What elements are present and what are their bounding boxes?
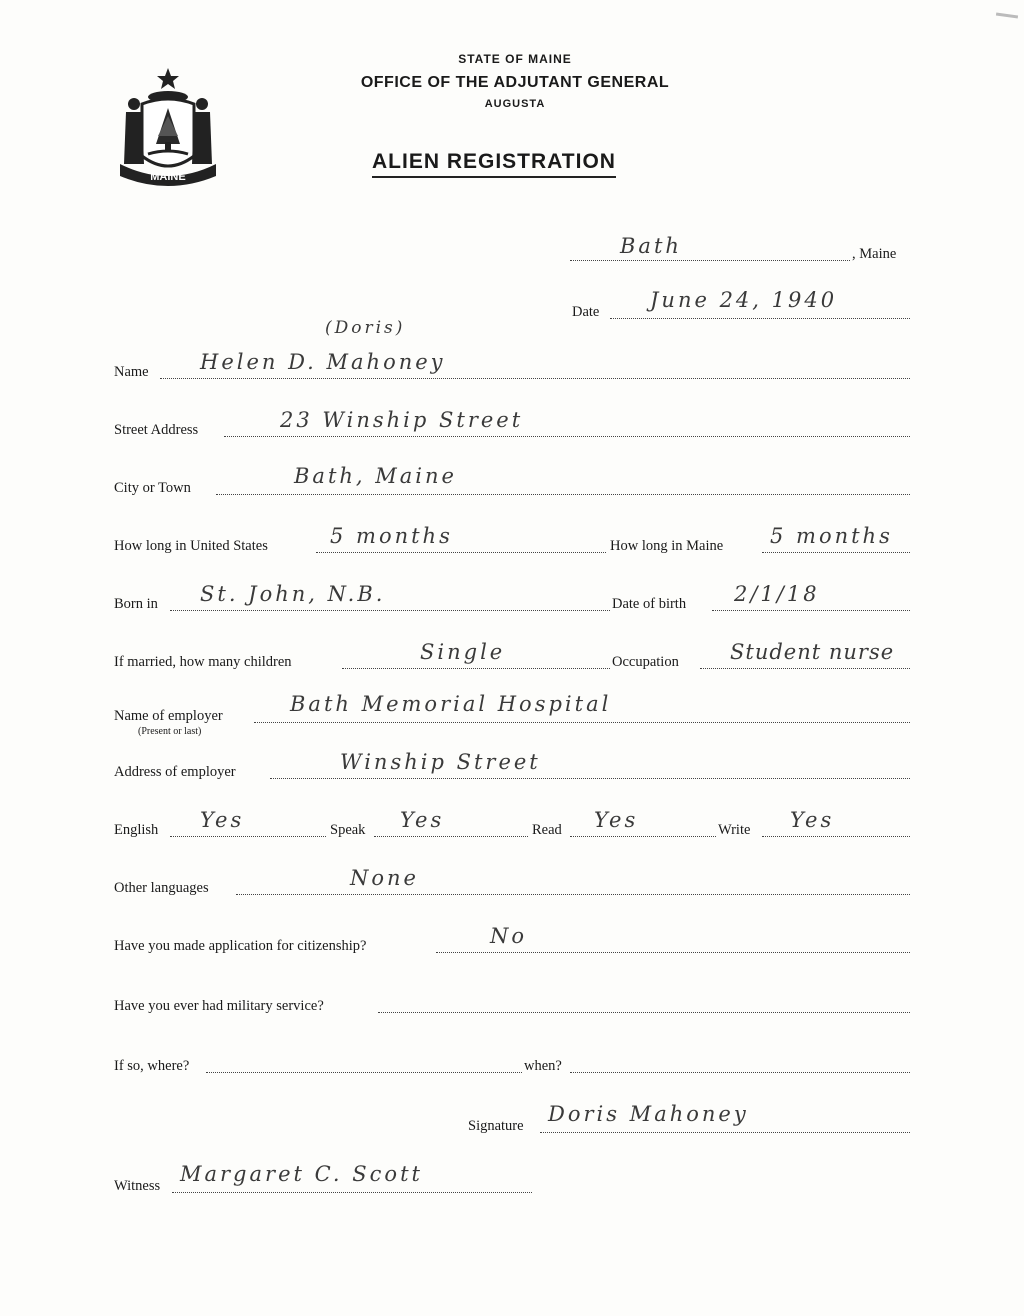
employer-note: (Present or last) [138, 726, 202, 737]
alias-value: (Doris) [325, 318, 406, 338]
write-value: Yes [790, 808, 835, 832]
children-value: Single [420, 640, 506, 664]
us-long-value: 5 months [330, 524, 453, 548]
write-line [762, 836, 910, 837]
citizenship-line [436, 952, 910, 953]
street-label: Street Address [114, 422, 199, 438]
witness-value: Margaret C. Scott [180, 1162, 423, 1186]
english-label: English [114, 822, 159, 838]
street-value: 23 Winship Street [280, 408, 524, 432]
read-label: Read [532, 822, 562, 838]
other-lang-line [236, 894, 910, 895]
dob-label: Date of birth [612, 596, 687, 612]
us-long-label: How long in United States [114, 538, 268, 554]
occupation-line [700, 668, 910, 669]
read-line [570, 836, 716, 837]
witness-label: Witness [114, 1178, 161, 1194]
signature-line [540, 1132, 910, 1133]
occupation-value: Student nurse [730, 640, 895, 664]
signature-value: Doris Mahoney [548, 1102, 749, 1126]
street-line [224, 436, 910, 437]
name-value: Helen D. Mahoney [200, 350, 446, 374]
employer-addr-line [270, 778, 910, 779]
children-label: If married, how many children [114, 654, 292, 670]
me-long-line [762, 552, 910, 553]
children-line [342, 668, 610, 669]
town-line [570, 260, 850, 261]
name-label: Name [114, 364, 149, 380]
where-line [206, 1072, 522, 1073]
speak-label: Speak [330, 822, 366, 838]
english-line [170, 836, 326, 837]
occupation-label: Occupation [612, 654, 679, 670]
corner-mark [996, 12, 1018, 18]
header [300, 52, 730, 110]
date-label: Date [572, 304, 600, 320]
dob-line [712, 610, 910, 611]
witness-line [172, 1192, 532, 1193]
maine-state-seal-icon [112, 64, 224, 194]
born-value: St. John, N.B. [200, 582, 386, 606]
english-value: Yes [200, 808, 245, 832]
speak-value: Yes [400, 808, 445, 832]
me-long-value: 5 months [770, 524, 893, 548]
when-line [570, 1072, 910, 1073]
signature-label: Signature [468, 1118, 524, 1134]
seal-text: MAINE [150, 171, 186, 183]
maine-label: , Maine [852, 246, 897, 262]
write-label: Write [718, 822, 751, 838]
state-heading: STATE OF MAINE [458, 52, 572, 66]
employer-line [254, 722, 910, 723]
military-label: Have you ever had military service? [114, 998, 324, 1014]
city-heading: AUGUSTA [484, 98, 546, 110]
when-label: when? [524, 1058, 562, 1074]
read-value: Yes [594, 808, 639, 832]
citizenship-label: Have you made application for citizenship? [114, 938, 367, 954]
military-line [378, 1012, 910, 1013]
born-line [170, 610, 610, 611]
where-label: If so, where? [114, 1058, 190, 1074]
city-town-label: City or Town [114, 480, 191, 496]
name-line [160, 378, 910, 379]
born-label: Born in [114, 596, 158, 612]
city-town-value: Bath, Maine [294, 464, 457, 488]
city-town-line [216, 494, 910, 495]
form-title: ALIEN REGISTRATION [372, 150, 616, 178]
dob-value: 2/1/18 [734, 582, 820, 606]
date-line [610, 318, 910, 319]
employer-label: Name of employer [114, 708, 223, 724]
other-lang-value: None [350, 866, 419, 890]
me-long-label: How long in Maine [610, 538, 724, 554]
other-lang-label: Other languages [114, 880, 209, 896]
employer-addr-label: Address of employer [114, 764, 236, 780]
us-long-line [316, 552, 606, 553]
date-value: June 24, 1940 [650, 288, 838, 312]
employer-value: Bath Memorial Hospital [290, 692, 612, 716]
town-value: Bath [620, 234, 682, 258]
speak-line [374, 836, 528, 837]
citizenship-value: No [490, 924, 528, 948]
employer-addr-value: Winship Street [340, 750, 541, 774]
office-heading: OFFICE OF THE ADJUTANT GENERAL [360, 74, 670, 91]
